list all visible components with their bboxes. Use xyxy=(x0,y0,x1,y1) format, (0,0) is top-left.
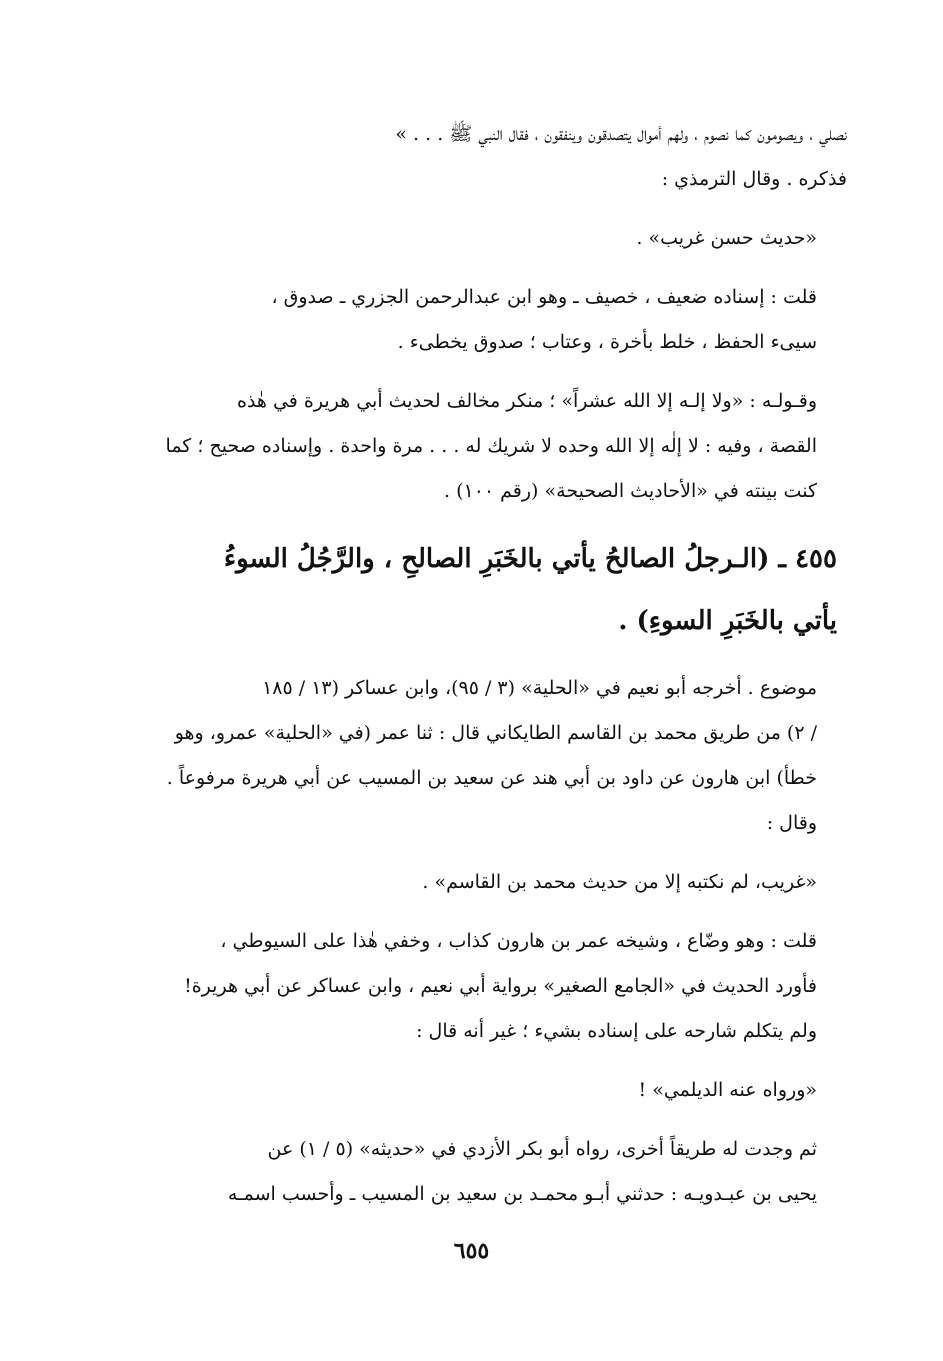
daylami-quote xyxy=(95,1068,847,1113)
hadith-heading-455 xyxy=(95,528,847,652)
document-page xyxy=(95,112,847,1217)
text-line: «غريب، لم نكتبه إلا من حديث محمد بن القاسم» . xyxy=(422,871,817,893)
text-line: ثم وجدت له طريقاً أخرى، رواه أبو بكر الأزدي في «حديثه» (٥ / ١) عن xyxy=(267,1138,817,1160)
text-line: كنت بينته في «الأحاديث الصحيحة» (رقم ١٠٠) . xyxy=(443,480,817,502)
tirmidhi-quote xyxy=(95,216,847,261)
text-line: «حديث حسن غريب» . xyxy=(636,227,817,249)
paragraph-isnad-weak xyxy=(95,275,847,365)
text-line: سيىء الحفظ ، خلط بأخرة ، وعتاب ؛ صدوق يخطىء . xyxy=(397,331,817,353)
paragraph-mawdu xyxy=(95,666,847,846)
text-line: / ٢) من طريق محمد بن القاسم الطايكاني قال : ثنا عمر (في «الحلية» عمرو، وهو xyxy=(174,722,817,744)
text-line: موضوع . أخرجه أبو نعيم في «الحلية» (٣ / ٩٥)، وابن عساكر (١٣ / ١٨٥ xyxy=(262,677,817,699)
text-line: نصلي ، ويصومون كما نصوم ، ولهم أموال يتصدقون وينفقون ، فقال النبي ﷺ . . . » xyxy=(395,123,847,145)
heading-line: يأتي بالخَبَرِ السوءِ) . xyxy=(618,606,837,636)
page-number: ٦٥٥ xyxy=(453,1238,490,1264)
text-line: فذكره . وقال الترمذي : xyxy=(661,168,847,190)
text-line: قلت : وهو وضّاع ، وشيخه عمر بن هارون كذاب ، وخفي هٰذا على السيوطي ، xyxy=(220,930,817,952)
text-line: فأورد الحديث في «الجامع الصغير» برواية أبي نعيم ، وابن عساكر عن أبي هريرة! xyxy=(184,975,817,997)
heading-line: ٤٥٥ ـ (الـرجلُ الصالحُ يأتي بالخَبَرِ الصالحِ ، والرَّجُلُ السوءُ xyxy=(223,544,837,574)
paragraph-waddaa xyxy=(95,919,847,1054)
text-line: وقال : xyxy=(766,812,817,834)
text-line: وقـولـه : «ولا إلـه إلا الله عشراً» ؛ منكر مخالف لحديث أبي هريرة في هٰذه xyxy=(236,390,817,412)
text-line: خطأ) ابن هارون عن داود بن أبي هند عن سعيد بن المسيب عن أبي هريرة مرفوعاً . xyxy=(166,767,817,789)
text-line: يحيى بن عبـدويـه : حدثني أبـو محمـد بن سعيد بن المسيب ـ وأحسب اسمـه xyxy=(227,1183,817,1205)
paragraph-continuation xyxy=(95,112,847,202)
text-line: قلت : إسناده ضعيف ، خصيف ـ وهو ابن عبدالرحمن الجزري ـ صدوق ، xyxy=(271,286,817,308)
paragraph-munkar xyxy=(95,379,847,514)
paragraph-other-route xyxy=(95,1127,847,1217)
text-line: ولم يتكلم شارحه على إسناده بشيء ؛ غير أنه قال : xyxy=(416,1020,817,1042)
text-line: القصة ، وفيه : لا إلٰه إلا الله وحده لا شريك له . . . مرة واحدة . وإسناده صحيح ؛ كما xyxy=(165,435,817,457)
text-line: «ورواه عنه الديلمي» ! xyxy=(638,1079,817,1101)
gharib-quote xyxy=(95,860,847,905)
